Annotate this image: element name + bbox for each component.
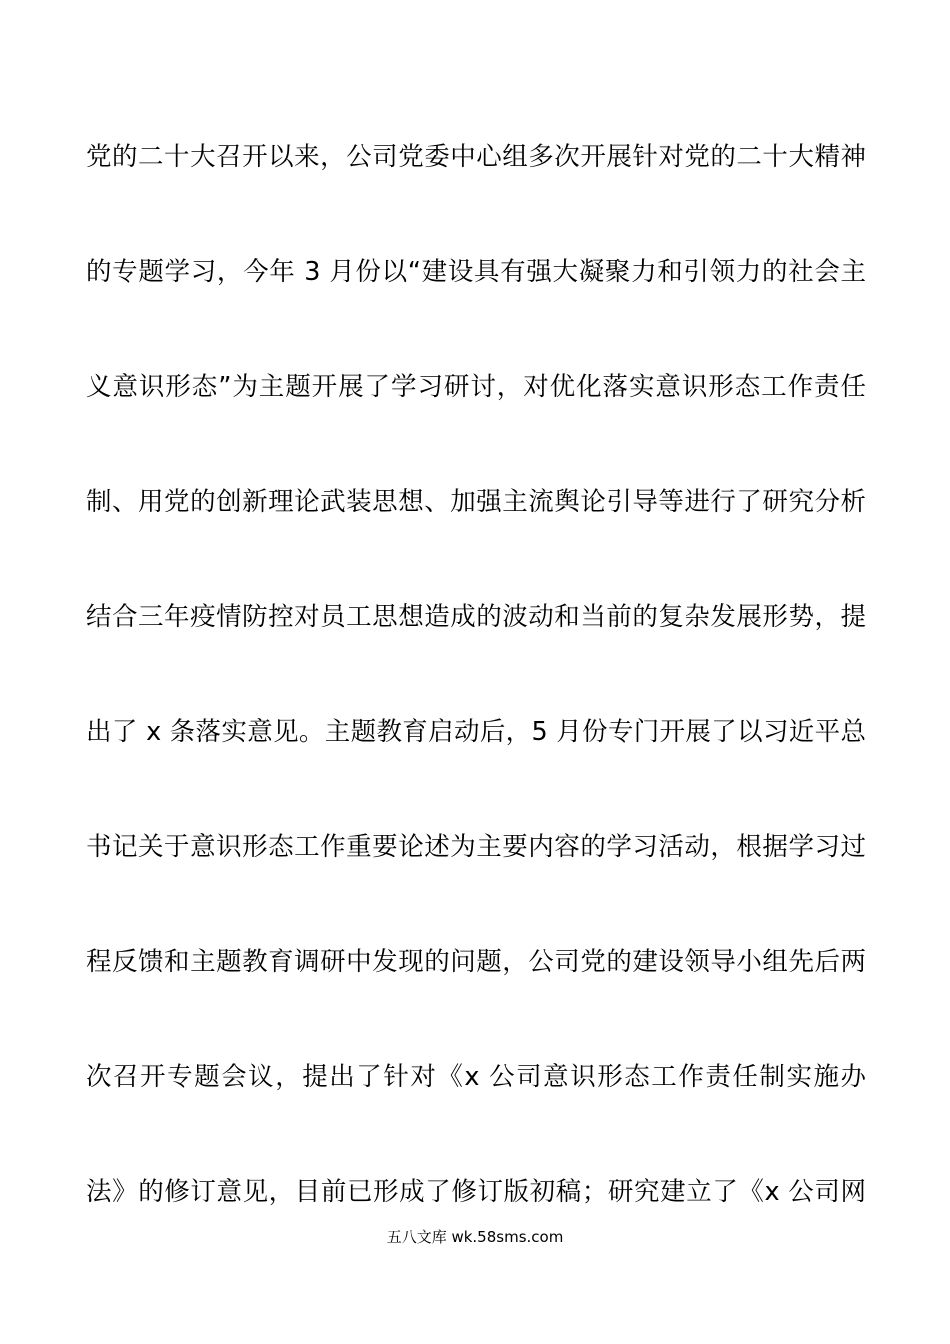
paragraph-line: 次召开专题会议，提出了针对《x 公司意识形态工作责任制实施办: [86, 1062, 866, 1092]
paragraph-line: 书记关于意识形态工作重要论述为主要内容的学习活动，根据学习过: [86, 832, 866, 862]
document-body: [86, 128, 866, 1278]
paragraph-line: 义意识形态”为主题开展了学习研讨，对优化落实意识形态工作责任: [86, 372, 866, 402]
paragraph-line: 程反馈和主题教育调研中发现的问题，公司党的建设领导小组先后两: [86, 947, 866, 977]
paragraph-line: 制、用党的创新理论武装思想、加强主流舆论引导等进行了研究分析: [86, 487, 866, 517]
paragraph-line: 出了 x 条落实意见。主题教育启动后，5 月份专门开展了以习近平总: [86, 717, 866, 747]
paragraph-line: 法》的修订意见，目前已形成了修订版初稿；研究建立了《x 公司网: [86, 1177, 866, 1207]
paragraph-line: 党的二十大召开以来，公司党委中心组多次开展针对党的二十大精神: [86, 142, 866, 172]
page-footer: 五八文库 wk.58sms.com: [386, 1228, 564, 1246]
paragraph-line: 的专题学习，今年 3 月份以“建设具有强大凝聚力和引领力的社会主: [86, 257, 866, 287]
paragraph-line: 结合三年疫情防控对员工思想造成的波动和当前的复杂发展形势，提: [86, 602, 866, 632]
